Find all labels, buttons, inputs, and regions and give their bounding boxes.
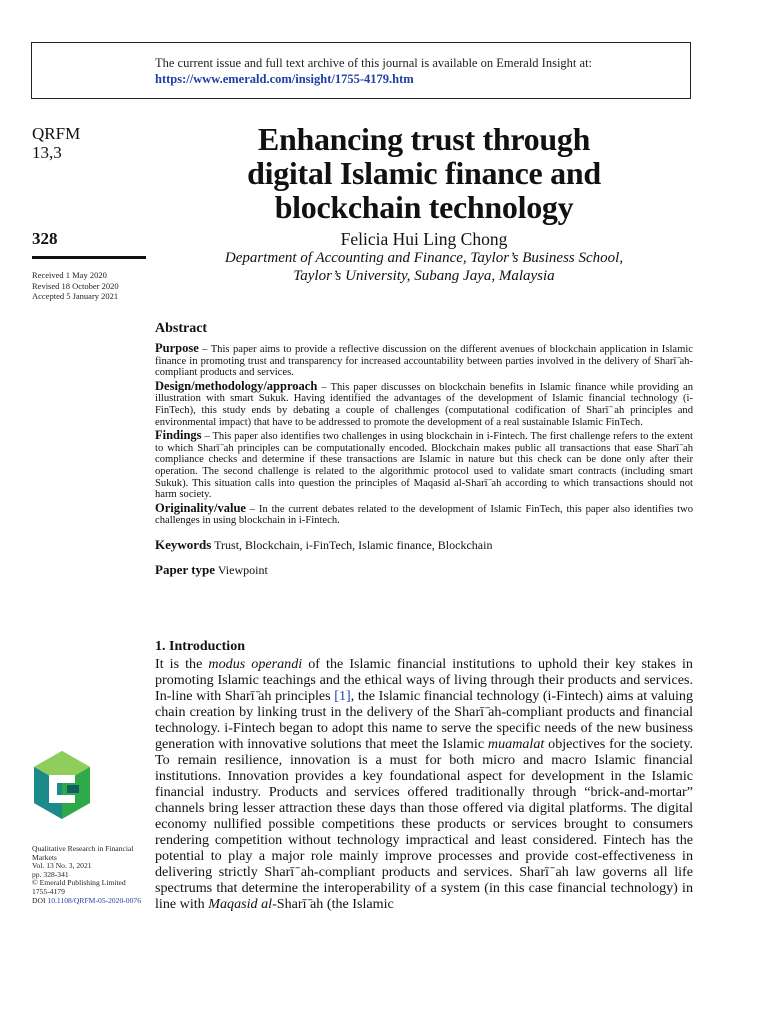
issn: 1755-4179 xyxy=(32,886,65,896)
purpose-label: Purpose xyxy=(155,341,199,355)
doi-label: DOI xyxy=(32,895,48,905)
title-line: blockchain technology xyxy=(274,189,574,225)
author-affiliation xyxy=(150,249,698,285)
originality-text: – In the current debates related to the development of Islamic FinTech, this paper also identifies two challenges in using blockchain in i-Fintech. xyxy=(155,503,693,527)
design-text: – This paper discusses on blockchain benefits in Islamic finance while providing an illustration with smart Sukuk. Having identified the advantages of the development of Islamic financial technology (i-FinTech), this study ends by debating a couple of challenges (computational codification of Sharī ̄ah principles and environmental impact) that have to be addressed to promote the development of a real sustainable Islamic FinTech. xyxy=(155,381,693,428)
abstract-section xyxy=(155,321,693,578)
abstract-findings xyxy=(155,430,693,501)
design-label: Design/methodology/approach xyxy=(155,378,318,393)
findings-label: Findings xyxy=(155,428,202,443)
reference-link[interactable]: [1] xyxy=(334,688,351,704)
author-name: Felicia Hui Ling Chong xyxy=(340,229,508,249)
article-title xyxy=(150,122,698,224)
journal-full-name: Markets xyxy=(32,852,57,862)
abstract-design xyxy=(155,378,693,428)
journal-abbreviation: QRFM xyxy=(32,124,81,143)
sidebar-divider xyxy=(32,256,146,259)
journal-url-link[interactable]: https://www.emerald.com/insight/1755-4179.htm xyxy=(155,72,414,86)
doi-link[interactable]: 10.1108/QRFM-05-2020-0076 xyxy=(47,895,141,905)
emerald-hexagon-logo-icon xyxy=(31,749,93,821)
keywords-text: Trust, Blockchain, i-FinTech, Islamic finance, Blockchain xyxy=(211,537,493,552)
received-date: Received 1 May 2020 xyxy=(32,270,107,280)
revised-date: Revised 18 October 2020 xyxy=(32,280,119,291)
publisher-copyright: © Emerald Publishing Limited xyxy=(32,878,126,888)
purpose-text: – This paper aims to provide a reflective discussion on the different avenues of blockchain application in Islamic finance in promoting trust and transparency for increased accountability between parties involved in the delivery of Sharī ̄ah-compliant products and services. xyxy=(155,344,693,379)
paper-type xyxy=(155,562,693,578)
intro-text: It is the xyxy=(155,656,209,672)
findings-text: – This paper also identifies two challenges in using blockchain in i-Fintech. The first challenge refers to the extent to which Sharī ̄ah principles can be computationally encoded. Blockchain makes public all transactions that ease Sharī ̄ah compliance checks and determine if these transactions are Islamic in nature but this check can be done only after their operation. The second challenge is related to the algorithmic protocol used to validate smart contracts (including smart Sukuk). This situation calls into question the principles of Maqasid al-Sharī ̄ah according to which transactions should not harm society. xyxy=(155,431,693,501)
intro-text: -Sharī ̄ah (the Islamic xyxy=(272,896,394,912)
availability-text: The current issue and full text archive of this journal is available on Emerald Insight at: xyxy=(155,56,593,70)
abstract-purpose xyxy=(155,343,693,379)
sidebar-journal-info xyxy=(32,124,150,162)
article-dates xyxy=(32,270,119,302)
volume-number: Vol. 13 No. 3, 2021 xyxy=(32,861,92,871)
originality-label: Originality/value xyxy=(155,500,246,515)
publication-info xyxy=(32,845,147,905)
introduction-section xyxy=(155,639,693,912)
intro-italic: modus operandi xyxy=(208,656,303,672)
intro-text: objectives for the society. To remain resilience, innovation is a must for both micro and macro Islamic financial institutions. Innovation provides a key foundational aspect for development in the Islamic financial industry. Products and services offered traditionally through “brick-and-mortar” channels bring lesser attraction these days than those offered via digital platforms. The digital economy nullified possible competitions these products or services brought to consumers rendering competition without technology impractical and least considered. Fintech has the potential to play a major role mainly improve processes and provide cost-effectiveness in delivering strictly Sharī ̄ah-compliant products and services. Sharī ̄ah law governs all life spectrums that determine the interoperability of a system (in this case financial technology) in line with xyxy=(155,736,693,912)
abstract-originality xyxy=(155,500,693,527)
introduction-body xyxy=(155,656,693,912)
doi-line xyxy=(32,897,147,906)
intro-text: of the Islamic financial institutions to uphold their key stakes in promoting Islamic teachings and the ethical ways of living through their products and services. In-line with Sharī ̄ah principles xyxy=(155,656,693,704)
intro-text: , the Islamic financial technology (i-Fintech) aims at valuing chain creation by linking trust in the delivery of the Sharī ̄ah-compliant products and financial technology. i-Fintech began to adopt this name to serve the specific needs of the new business generation with innovative solutions that meet the Islamic xyxy=(155,688,693,752)
abstract-heading: Abstract xyxy=(155,321,208,336)
introduction-heading: 1. Introduction xyxy=(155,639,245,654)
title-line: Enhancing trust through xyxy=(257,121,591,157)
paper-type-text: Viewpoint xyxy=(215,562,268,577)
intro-italic: Maqasid al xyxy=(208,896,273,912)
intro-italic: muamalat xyxy=(487,736,545,752)
keywords xyxy=(155,537,693,553)
accepted-date: Accepted 5 January 2021 xyxy=(32,291,119,301)
page-number: 328 xyxy=(32,229,58,248)
page-range: pp. 328-341 xyxy=(32,869,69,879)
affiliation-line: Taylor’s University, Subang Jaya, Malaysia xyxy=(293,268,555,284)
paper-type-label: Paper type xyxy=(155,561,216,577)
keywords-label: Keywords xyxy=(155,536,212,552)
volume-issue: 13,3 xyxy=(32,143,62,162)
title-line: digital Islamic finance and xyxy=(247,155,601,191)
journal-full-name: Qualitative Research in Financial xyxy=(32,844,134,853)
affiliation-line: Department of Accounting and Finance, Taylor’s Business School, xyxy=(224,250,624,266)
availability-banner xyxy=(31,42,691,99)
